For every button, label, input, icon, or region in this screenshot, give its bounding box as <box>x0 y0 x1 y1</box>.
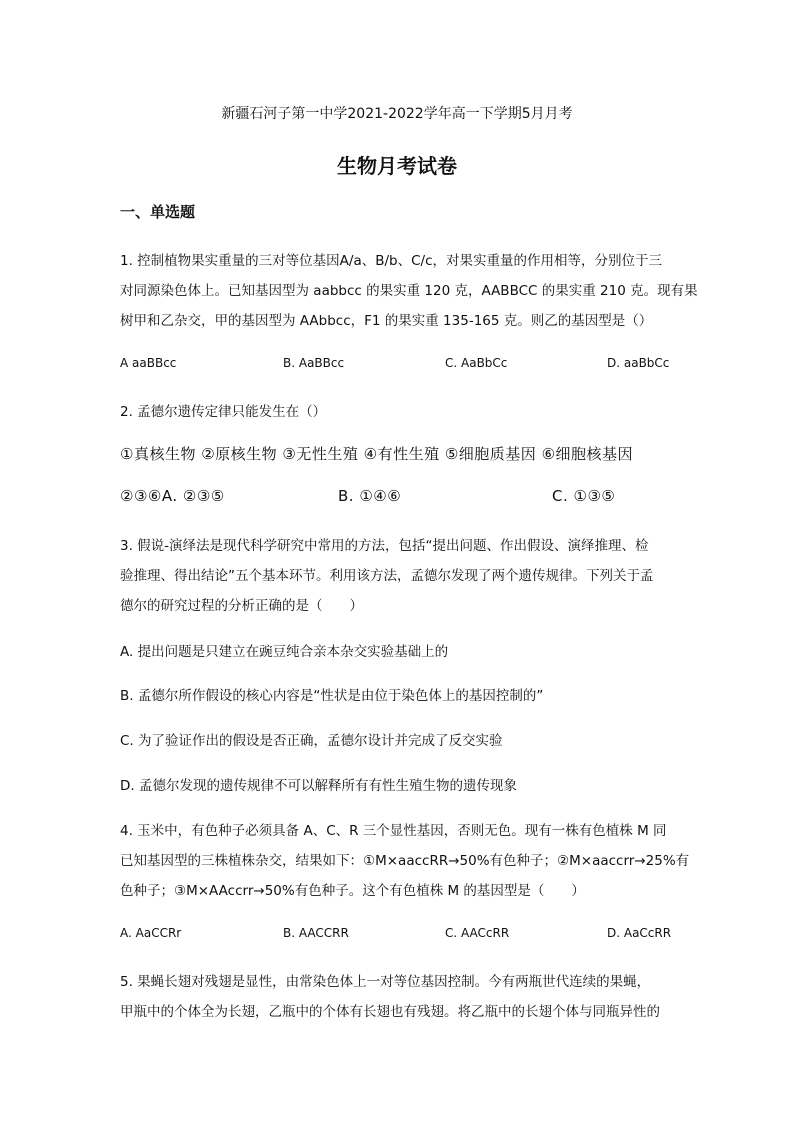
q3-line-3: 德尔的研究过程的分析正确的是（ ） <box>120 598 363 614</box>
q4-line-1: 4. 玉米中，有色种子必须具备 A、C、R 三个显性基因，否则无色。现有一株有色植株 M 同 <box>120 823 667 839</box>
q2-option-a: ②③⑥A. ②③⑤ <box>120 487 225 505</box>
q3-option-a: A. 提出问题是只建立在豌豆纯合亲本杂交实验基础上的 <box>120 644 449 660</box>
q1-line-1: 1. 控制植物果实重量的三对等位基因A/a、B/b、C/c，对果实重量的作用相等，分别位于三 <box>120 253 663 269</box>
q2-stem: 2. 孟德尔遗传定律只能发生在（） <box>120 404 327 420</box>
q1-line-2: 对同源染色体上。已知基因型为 aabbcc 的果实重 120 克，AABBCC 的果实重 210 克。现有果 <box>120 283 698 299</box>
q3-option-b: B. 孟德尔所作假设的核心内容是“性状是由位于染色体上的基因控制的” <box>120 688 544 704</box>
q4-option-d: D. AaCcRR <box>607 926 672 940</box>
q2-option-c: C. ①③⑤ <box>552 487 616 505</box>
q1-option-b: B. AaBBcc <box>283 356 345 370</box>
q1-option-d: D. aaBbCc <box>607 356 670 370</box>
q3-option-d: D. 孟德尔发现的遗传规律不可以解释所有有性生殖生物的遗传现象 <box>120 778 517 794</box>
q2-option-b: B. ①④⑥ <box>338 487 402 505</box>
q4-option-a: A. AaCCRr <box>120 926 182 940</box>
q4-option-c: C. AACcRR <box>445 926 510 940</box>
exam-title: 生物月考试卷 <box>337 154 457 178</box>
q3-line-1: 3. 假说-演绎法是现代科学研究中常用的方法，包括“提出问题、作出假设、演绎推理、检 <box>120 538 649 554</box>
q4-option-b: B. AACCRR <box>283 926 349 940</box>
q3-option-c: C. 为了验证作出的假设是否正确，孟德尔设计并完成了反交实验 <box>120 733 503 749</box>
q3-line-2: 验推理、得出结论”五个基本环节。利用该方法，孟德尔发现了两个遗传规律。下列关于孟 <box>120 568 654 584</box>
q1-option-a: A aaBBcc <box>120 356 177 370</box>
q1-option-c: C. AaBbCc <box>445 356 508 370</box>
exam-subtitle: 新疆石河子第一中学2021-2022学年高一下学期5月月考 <box>221 106 573 122</box>
q4-line-2: 已知基因型的三株植株杂交，结果如下：①M×aaccRR→50%有色种子；②M×aaccrr→25%有 <box>120 853 690 869</box>
q5-line-2: 甲瓶中的个体全为长翅，乙瓶中的个体有长翅也有残翅。将乙瓶中的长翅个体与同瓶异性的 <box>120 1004 660 1020</box>
q5-line-1: 5. 果蝇长翅对残翅是显性，由常染色体上一对等位基因控制。今有两瓶世代连续的果蝇， <box>120 974 651 990</box>
q2-items: ①真核生物 ②原核生物 ③无性生殖 ④有性生殖 ⑤细胞质基因 ⑥细胞核基因 <box>120 445 634 463</box>
q1-line-3: 树甲和乙杂交，甲的基因型为 AAbbcc，F1 的果实重 135-165 克。则乙的基因型是（） <box>120 313 653 329</box>
section-heading: 一、单选题 <box>120 203 196 221</box>
q4-line-3: 色种子；③M×AAccrr→50%有色种子。这个有色植株 M 的基因型是（ ） <box>120 883 585 899</box>
